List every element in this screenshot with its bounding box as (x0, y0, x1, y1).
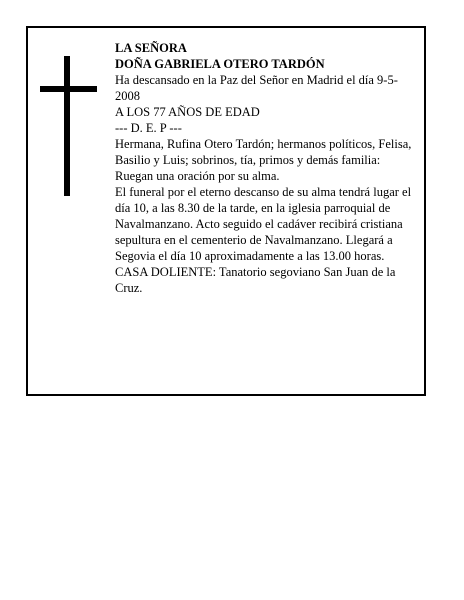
age-line: A LOS 77 AÑOS DE EDAD (115, 105, 260, 119)
mourning-house: CASA DOLIENTE: Tanatorio segoviano San Juan de la Cruz. (115, 265, 396, 295)
title-line: LA SEÑORA (115, 41, 187, 55)
obituary-text (115, 40, 420, 296)
funeral-details: El funeral por el eterno descanso de su alma tendrá lugar el día 10, a las 8.30 de la tarde, en la iglesia parroquial de Navalmanzano. Acto seguido el cadáver recibirá cristiana sepultura en el cementerio de Navalmanzano. Llegará a Segovia el día 10 aproximadamente a las 13.00 horas. (115, 185, 412, 263)
deceased-name: DOÑA GABRIELA OTERO TARDÓN (115, 57, 325, 71)
family-line: Hermana, Rufina Otero Tardón; hermanos políticos, Felisa, Basilio y Luis; sobrinos, tía, primos y demás familia: (115, 137, 412, 167)
death-announcement: Ha descansado en la Paz del Señor en Madrid el día 9-5-2008 (115, 73, 398, 103)
obituary-notice-frame (26, 26, 426, 396)
rip-line: --- D. E. P --- (115, 121, 182, 135)
latin-cross-icon (40, 56, 97, 196)
prayer-line: Ruegan una oración por su alma. (115, 169, 280, 183)
